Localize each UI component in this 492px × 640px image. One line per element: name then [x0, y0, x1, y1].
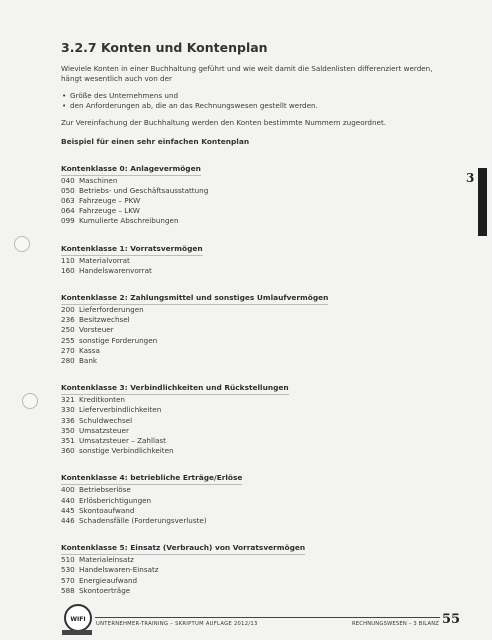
account-name: Maschinen: [79, 175, 118, 185]
account-number: 360: [61, 446, 75, 456]
account-row: [61, 266, 441, 276]
account-number: 255: [61, 335, 75, 345]
account-number: 063: [61, 196, 75, 206]
account-class-title: Kontenklasse 1: Vorratsvermögen: [61, 243, 203, 256]
account-row: [61, 496, 441, 506]
account-row: [61, 395, 441, 405]
account-row: [61, 216, 441, 226]
account-name: sonstige Forderungen: [79, 335, 158, 345]
footer-left-text: UNTERNEHMER-TRAINING – SKRIPTUM AUFLAGE 2012/13: [96, 621, 258, 627]
account-name: Materialvorrat: [79, 255, 130, 265]
account-number: 236: [61, 315, 75, 325]
account-row: [61, 436, 441, 446]
footer-divider: [95, 617, 440, 618]
account-row: [61, 506, 441, 516]
account-name: Fahrzeuge – LKW: [79, 206, 140, 216]
account-number: 351: [61, 436, 75, 446]
account-row: [61, 305, 441, 315]
intro-paragraph: Wieviele Konten in einer Buchhaltung geführt und wie weit damit die Saldenlisten differenziert werden, hängt wesentlich auch von der: [61, 64, 433, 84]
account-name: Erlösberichtigungen: [79, 495, 152, 505]
account-number: 510: [61, 555, 75, 565]
account-number: 350: [61, 425, 75, 435]
account-number: 330: [61, 405, 75, 415]
account-row: [61, 176, 441, 186]
account-row: [61, 565, 441, 575]
account-row: [61, 346, 441, 356]
account-number: 040: [61, 175, 75, 185]
account-class-title: Kontenklasse 4: betriebliche Erträge/Erlöse: [61, 472, 242, 485]
page-content: [61, 40, 441, 596]
bullet-list: [61, 91, 441, 111]
logo-bar: [62, 630, 92, 635]
account-number: 050: [61, 185, 75, 195]
account-row: [61, 196, 441, 206]
list-item: • Größe des Unternehmens und: [62, 91, 179, 101]
account-class-section: [61, 285, 441, 366]
account-name: sonstige Verbindlichkeiten: [79, 446, 174, 456]
account-name: Betriebs- und Geschäftsausstattung: [79, 185, 209, 195]
account-class-section: [61, 375, 441, 456]
account-row: [61, 336, 441, 346]
account-number: 200: [61, 305, 75, 315]
account-class-section: [61, 535, 441, 596]
account-class-title: Kontenklasse 0: Anlagevermögen: [61, 163, 201, 176]
account-number: 446: [61, 516, 75, 526]
account-name: Betriebserlöse: [79, 485, 131, 495]
account-row: [61, 256, 441, 266]
account-name: Skontoerträge: [79, 585, 131, 595]
account-number: 270: [61, 345, 75, 355]
account-name: Schadensfälle (Forderungsverluste): [79, 516, 207, 526]
account-row: [61, 315, 441, 325]
account-name: Kreditkonten: [79, 395, 125, 405]
account-name: Kassa: [79, 345, 100, 355]
account-number: 280: [61, 356, 75, 366]
account-name: Besitzwechsel: [79, 315, 130, 325]
list-item: • den Anforderungen ab, die an das Rechnungswesen gestellt werden.: [62, 101, 318, 111]
account-number: 530: [61, 565, 75, 575]
account-number: 321: [61, 395, 75, 405]
wifi-logo: WIFI: [64, 604, 92, 632]
account-name: Skontoaufwand: [79, 505, 135, 515]
account-name: Schuldwechsel: [79, 415, 133, 425]
account-class-title: Kontenklasse 2: Zahlungsmittel und sonstiges Umlaufvermögen: [61, 292, 328, 305]
account-row: [61, 555, 441, 565]
account-row: [61, 446, 441, 456]
account-name: Umsatzsteuer – Zahllast: [79, 436, 166, 446]
footer-right-text: RECHNUNGSWESEN – 3 BILANZ: [352, 621, 440, 627]
account-class-title: Kontenklasse 3: Verbindlichkeiten und Rückstellungen: [61, 382, 289, 395]
account-number: 099: [61, 216, 75, 226]
account-number: 336: [61, 415, 75, 425]
account-row: [61, 586, 441, 596]
account-number: 440: [61, 495, 75, 505]
account-number: 160: [61, 265, 75, 275]
account-name: Energieaufwand: [79, 575, 138, 585]
account-name: Lieferforderungen: [79, 305, 144, 315]
account-row: [61, 576, 441, 586]
chapter-number: 3: [466, 171, 475, 185]
account-class-section: [61, 236, 441, 276]
chapter-tab-bar: [478, 168, 487, 236]
account-number: 445: [61, 505, 75, 515]
example-title: Beispiel für einen sehr einfachen Kontenplan: [61, 136, 250, 146]
account-number: 588: [61, 585, 75, 595]
account-number: 570: [61, 575, 75, 585]
account-number: 400: [61, 485, 75, 495]
account-classes: [61, 156, 441, 596]
account-row: [61, 405, 441, 415]
account-name: Lieferverbindlichkeiten: [79, 405, 162, 415]
account-class-section: [61, 465, 441, 526]
account-name: Bank: [79, 356, 98, 366]
account-name: Materialeinsatz: [79, 555, 134, 565]
account-row: [61, 416, 441, 426]
account-number: 064: [61, 206, 75, 216]
account-number: 250: [61, 325, 75, 335]
account-number: 110: [61, 255, 75, 265]
account-row: [61, 485, 441, 495]
account-row: [61, 206, 441, 216]
account-row: [61, 186, 441, 196]
account-class-section: [61, 156, 441, 227]
note-paragraph: Zur Vereinfachung der Buchhaltung werden den Konten bestimmte Nummern zugeordnet.: [61, 118, 387, 128]
punch-hole: [22, 393, 38, 409]
account-name: Kumulierte Abschreibungen: [79, 216, 179, 226]
page-number: 55: [442, 612, 461, 627]
section-heading: 3.2.7 Konten und Kontenplan: [61, 40, 268, 55]
account-row: [61, 356, 441, 366]
account-class-title: Kontenklasse 5: Einsatz (Verbrauch) von Vorratsvermögen: [61, 542, 305, 555]
punch-hole: [14, 236, 30, 252]
account-name: Fahrzeuge – PKW: [79, 196, 141, 206]
account-name: Handelswarenvorrat: [79, 265, 152, 275]
account-row: [61, 426, 441, 436]
account-name: Umsatzsteuer: [79, 425, 129, 435]
account-name: Vorsteuer: [79, 325, 114, 335]
account-name: Handelswaren-Einsatz: [79, 565, 159, 575]
account-row: [61, 516, 441, 526]
account-row: [61, 325, 441, 335]
